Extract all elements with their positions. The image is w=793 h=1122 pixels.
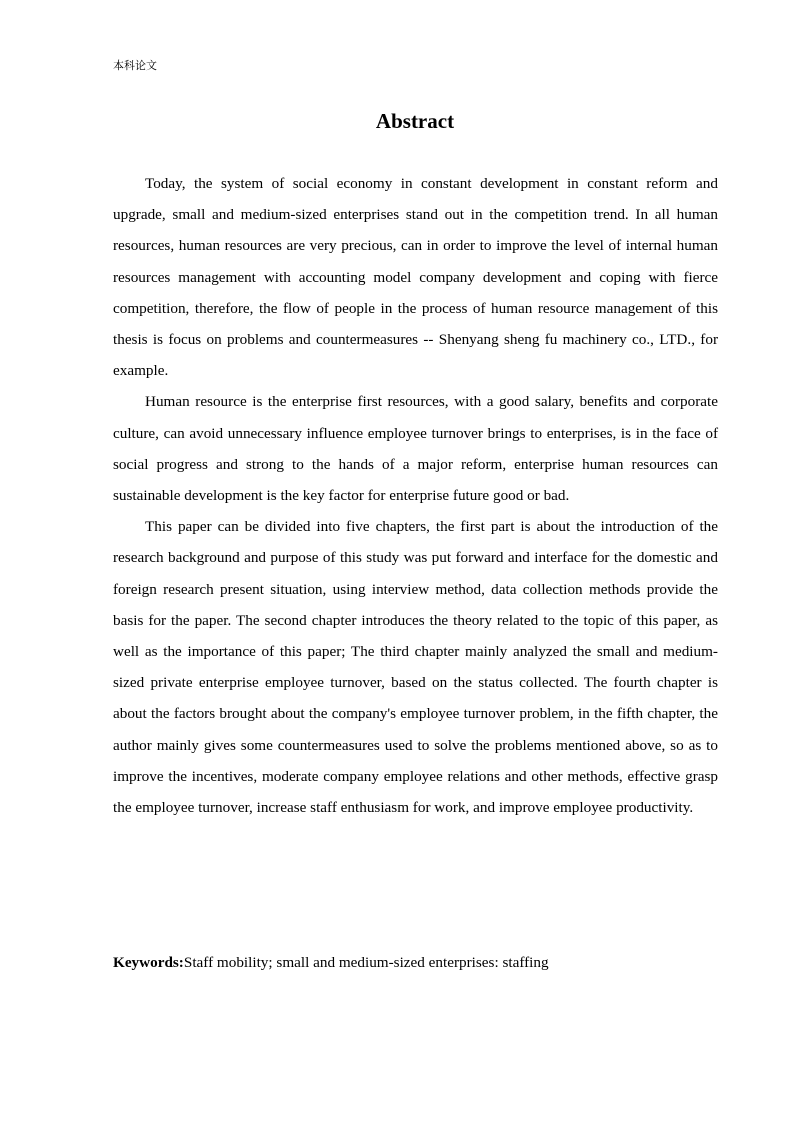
abstract-title: Abstract [375,109,455,133]
running-header: 本科论文 [113,59,157,72]
keywords-label: Keywords: [113,954,184,971]
keywords-text: Staff mobility; small and medium-sized enterprises: staffing [183,954,549,971]
abstract-body [113,168,718,823]
abstract-paragraph-1: Today, the system of social economy in constant development in constant reform and upgrade, small and medium-sized enterprises stand out in the competition trend. In all human resources, human resources are very precious, can in order to improve the level of internal human resources management with accounting model company development and coping with fierce competition, therefore, the flow of people in the process of human resource management of this thesis is focus on problems and countermeasures -- Shenyang sheng fu machinery co., LTD., for example. [113,175,718,380]
abstract-paragraph-3: This paper can be divided into five chapters, the first part is about the introduction of the research background and purpose of this study was put forward and interface for the domestic and foreign research present situation, using interview method, data collection methods provide the basis for the paper. The second chapter introduces the theory related to the topic of this paper, as well as the importance of this paper; The third chapter mainly analyzed the small and medium-sized private enterprise employee turnover, based on the status collected. The fourth chapter is about the factors brought about the company's employee turnover problem, in the fifth chapter, the author mainly gives some countermeasures used to solve the problems mentioned above, so as to improve the incentives, moderate company employee relations and other methods, effective grasp the employee turnover, increase staff enthusiasm for work, and improve employee productivity. [113,518,718,817]
keywords-line [113,949,718,977]
abstract-paragraph-2: Human resource is the enterprise first resources, with a good salary, benefits and corporate culture, can avoid unnecessary influence employee turnover brings to enterprises, is in the face of social progress and strong to the hands of a major reform, enterprise human resources can sustainable development is the key factor for enterprise future good or bad. [113,393,718,505]
